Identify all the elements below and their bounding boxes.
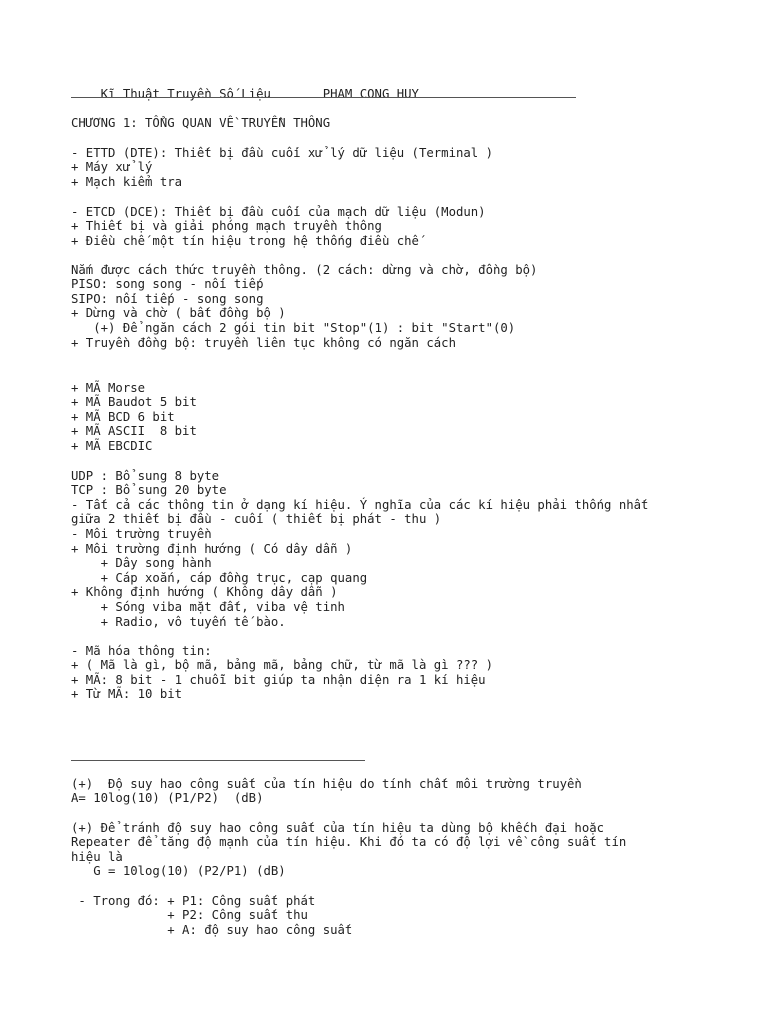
text-line: + MÃ ASCII 8 bit [71,424,197,439]
text-line: (+) Để ngăn cách 2 gói tin bit "Stop"(1) : bit "Start"(0) [71,321,516,336]
text-line: + Mạch kiểm tra [71,174,183,189]
section-codes [71,381,197,454]
text-line: - ETTD (DTE): Thiết bị đầu cuối xử lý dữ liệu (Terminal ) [71,145,493,160]
section-transmission-media [71,469,648,630]
header-divider [71,97,576,98]
text-line: + A: độ suy hao công suất [71,922,353,937]
text-line: + Thiết bị và giải phóng mạch truyền thông [71,219,382,234]
text-line: - Tất cả các thông tin ở dạng kí hiệu. Ý nghĩa của các kí hiệu phải thống nhất [71,497,649,512]
text-line: + MÃ: 8 bit - 1 chuỗi bit giúp ta nhận diện ra 1 kí hiệu [71,672,486,687]
text-line: + Sóng viba mặt đất, viba vệ tinh [71,600,345,615]
text-line: Repeater để tăng độ mạnh của tín hiệu. Khi đó ta có độ lợi về công suất tín [71,835,627,850]
text-line: PISO: song song - nối tiếp [71,277,264,292]
text-line: + MÃ Morse [71,380,146,395]
section-gain [71,821,626,879]
author-name: PHAM CONG HUY [322,87,419,102]
text-line: + Máy xử lý [71,160,153,175]
text-line: UDP : Bổ sung 8 byte [71,468,220,483]
text-line: + Dây song hành [71,556,212,571]
text-line: - ETCD (DCE): Thiết bị đầu cuối của mạch dữ liệu (Modun) [71,204,486,219]
document-header [71,73,419,117]
text-line: SIPO: nối tiếp - song song [71,291,264,306]
text-line: + Cáp xoắn, cáp đồng trục, cạp quang [71,570,368,585]
section-attenuation [71,777,582,806]
text-line: + MÃ BCD 6 bit [71,409,175,424]
text-line: + Điều chế một tín hiệu trong hệ thống điều chế [71,233,419,248]
text-line: + ( Mã là gì, bộ mã, bảng mã, bảng chữ, từ mã là gì ??? ) [71,658,493,673]
document-title: Kĩ Thuật Truyền Số Liệu [100,87,271,102]
text-line: (+) Độ suy hao công suất của tín hiệu do tính chất môi trường truyền [71,776,582,791]
section-definitions [71,894,352,938]
text-line: + Radio, vô tuyến tế bào. [71,614,286,629]
text-line: + MÃ Baudot 5 bit [71,395,197,410]
text-line: + Môi trường định hướng ( Có dây dẫn ) [71,541,353,556]
text-line: + P2: Công suất thu [71,908,308,923]
text-line: + MÃ EBCDIC [71,439,153,454]
text-line: (+) Để tránh độ suy hao công suất của tín hiệu ta dùng bộ khếch đại hoặc [71,820,605,835]
section-divider [71,760,365,761]
section-encoding [71,644,493,702]
text-line: TCP : Bổ sung 20 byte [71,483,227,498]
text-line: hiệu là [71,849,123,864]
text-line: + Dừng và chờ ( bất đồng bộ ) [71,306,286,321]
text-line: + Không định hướng ( Không dây dẫn ) [71,585,338,600]
text-line: - Môi trường truyền [71,527,212,542]
section-ettd [71,146,493,190]
text-line: - Trong đó: + P1: Công suất phát [71,893,316,908]
chapter-title: CHƯƠNG 1: TỔNG QUAN VỀ TRUYỀN THÔNG [71,115,331,130]
text-line: Nắm được cách thức truyền thông. (2 cách: dừng và chờ, đồng bộ) [71,262,538,277]
text-line: G = 10log(10) (P2/P1) (dB) [71,864,286,879]
text-line: + Từ MÃ: 10 bit [71,687,183,702]
section-etcd [71,205,486,249]
section-transmission-methods [71,263,537,351]
text-line: - Mã hóa thông tin: [71,643,212,658]
text-line: + Truyền đồng bộ: truyền liên tục không có ngăn cách [71,335,456,350]
text-line: giữa 2 thiết bị đầu - cuối ( thiết bị phát - thu ) [71,512,442,527]
text-line: A= 10log(10) (P1/P2) (dB) [71,791,264,806]
